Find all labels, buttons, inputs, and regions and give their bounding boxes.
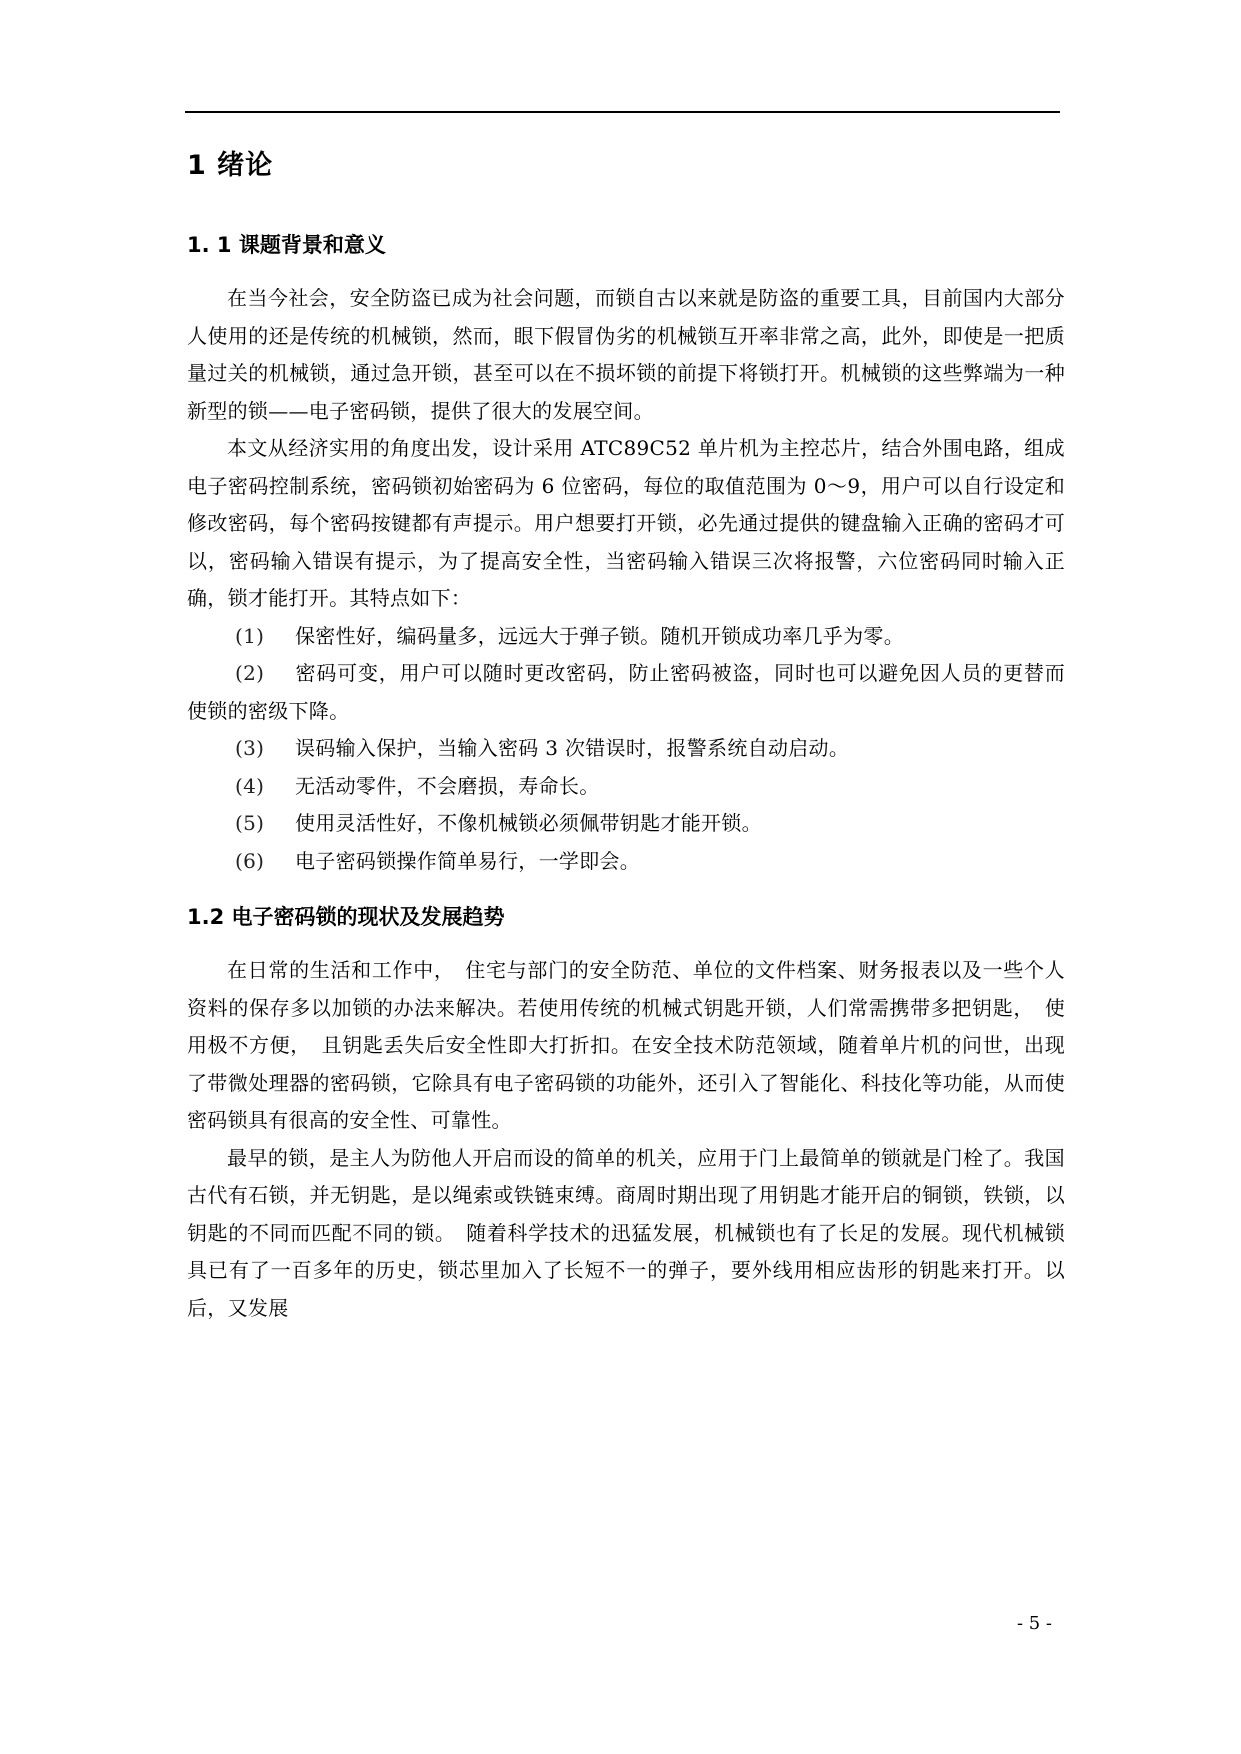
feature-number: (1) — [235, 623, 265, 648]
chapter-title: 1 绪论 — [187, 150, 274, 181]
feature-item-1 — [187, 618, 1065, 656]
feature-item-6 — [187, 843, 1065, 881]
page-number: - 5 - — [1016, 1613, 1052, 1634]
feature-text: 使用灵活性好，不像机械锁必须佩带钥匙才能开锁。 — [295, 811, 762, 835]
feature-text: 电子密码锁操作简单易行，一学即会。 — [295, 848, 641, 873]
feature-text: 保密性好，编码量多，远远大于弹子锁。随机开锁成功率几乎为零。 — [295, 623, 904, 648]
feature-item-2 — [187, 655, 1065, 730]
paragraph-4: 最早的锁，是主人为防他人开启而设的简单的机关，应用于门上最简单的锁就是门栓了。我国古代有石锁，并无钥匙，是以绳索或铁链束缚。商周时期出现了用钥匙才能开启的铜锁，铁锁，以钥匙的不同而匹配不同的锁。 随着科学技术的迅猛发展，机械锁也有了长足的发展。现代机械锁具已有了一百多年的历史，锁芯里加入了长短不一的弹子，要外线用相应齿形的钥匙来打开。以后，又发展 — [187, 1145, 1065, 1320]
feature-item-4 — [187, 768, 1065, 806]
feature-text: 误码输入保护，当输入密码 3 次错误时，报警系统自动启动。 — [295, 736, 850, 760]
section-title-1-2: 1.2 电子密码锁的现状及发展趋势 — [187, 905, 505, 929]
feature-text: 密码可变，用户可以随时更改密码，防止密码被盗，同时也可以避免因人员的更替而使锁的密级下降。 — [187, 661, 1065, 723]
feature-number: (3) — [235, 736, 265, 760]
feature-text: 无活动零件，不会磨损，寿命长。 — [295, 773, 600, 798]
feature-number: (6) — [235, 848, 265, 873]
paragraph-2: 本文从经济实用的角度出发，设计采用 ATC89C52 单片机为主控芯片，结合外围电路，组成电子密码控制系统，密码锁初始密码为 6 位密码，每位的取值范围为 0～9，用户可以自行设定和修改密码，每个密码按键都有声提示。用户想要打开锁，必先通过提供的键盘输入正确的密码才可以，密码输入错误有提示，为了提高安全性，当密码输入错误三次将报警，六位密码同时输入正确，锁才能打开。其特点如下： — [187, 436, 1065, 610]
feature-number: (4) — [235, 773, 265, 798]
paragraph-1: 在当今社会，安全防盗已成为社会问题，而锁自古以来就是防盗的重要工具，目前国内大部分人使用的还是传统的机械锁，然而，眼下假冒伪劣的机械锁互开率非常之高，此外，即使是一把质量过关的机械锁，通过急开锁，甚至可以在不损坏锁的前提下将锁打开。机械锁的这些弊端为一种新型的锁——电子密码锁，提供了很大的发展空间。 — [187, 286, 1065, 423]
feature-number: (5) — [235, 811, 265, 835]
feature-item-5 — [187, 805, 1065, 843]
feature-item-3 — [187, 730, 1065, 768]
paragraph-3: 在日常的生活和工作中， 住宅与部门的安全防范、单位的文件档案、财务报表以及一些个人资料的保存多以加锁的办法来解决。若使用传统的机械式钥匙开锁，人们常需携带多把钥匙， 使用极不方便， 且钥匙丢失后安全性即大打折扣。在安全技术防范领域，随着单片机的问世，出现了带微处理器的密码锁，它除具有电子密码锁的功能外，还引入了智能化、科技化等功能，从而使密码锁具有很高的安全性、可靠性。 — [187, 958, 1065, 1132]
feature-number: (2) — [235, 661, 265, 685]
section-spacer — [187, 880, 1065, 902]
header-rule — [185, 111, 1060, 113]
page-content — [187, 146, 1065, 1327]
section-title-1-1: 1. 1 课题背景和意义 — [187, 233, 386, 257]
